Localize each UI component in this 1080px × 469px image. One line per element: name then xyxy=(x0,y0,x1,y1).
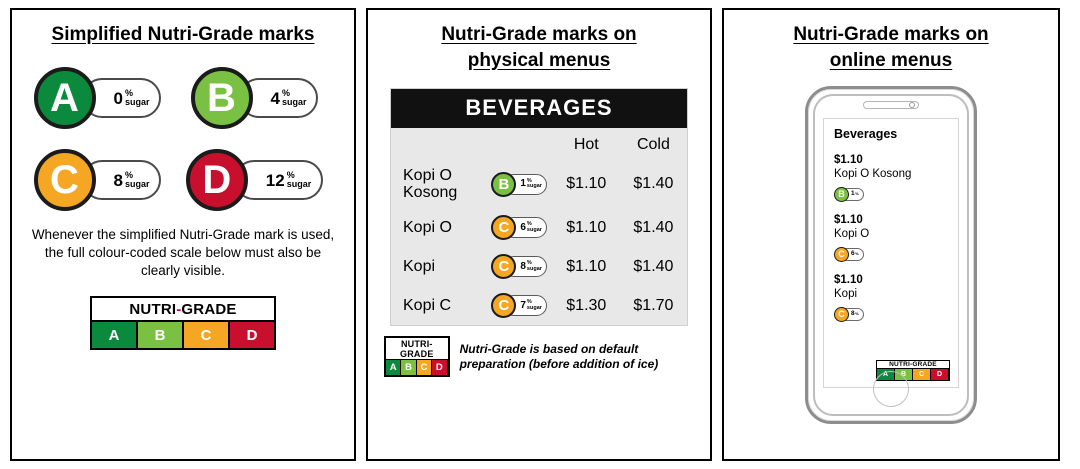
menu-header-row xyxy=(391,128,687,160)
physical-footnote-text: Nutri-Grade is based on default preparation (before addition of ice) xyxy=(459,341,659,371)
menu-price-hot: $1.10 xyxy=(566,218,607,236)
mini-grade-circle: C xyxy=(491,254,516,279)
panel-online-title xyxy=(724,10,1058,74)
nutri-grade-scale-full xyxy=(90,296,276,350)
nutri-grade-nano-badge xyxy=(834,307,864,322)
simplified-badge-grid xyxy=(12,66,354,212)
scale-label: NUTRI-GRADE xyxy=(889,361,937,368)
scale-cell-d: D xyxy=(230,322,274,348)
physical-footnote-row xyxy=(384,336,694,377)
sugar-value-d: 12 xyxy=(265,170,285,190)
list-item[interactable] xyxy=(834,213,948,262)
nutri-grade-nano-badge xyxy=(834,247,864,262)
panel-simplified-marks xyxy=(10,8,356,461)
grade-circle-b: B xyxy=(191,67,253,129)
menu-item-name: Kopi xyxy=(403,258,436,275)
scale-cell-d: D xyxy=(931,369,949,380)
nano-grade-circle: B xyxy=(834,187,849,202)
sugar-unit-a: % sugar xyxy=(124,88,150,107)
online-item-badge xyxy=(834,184,948,202)
online-item-name: Kopi O xyxy=(834,228,870,240)
online-menu-title: Beverages xyxy=(834,127,898,141)
grade-circle-a: A xyxy=(34,67,96,129)
online-item-price: $1.10 xyxy=(834,274,863,286)
mini-sugar-value: 6 xyxy=(520,221,526,233)
nutri-grade-mini-badge xyxy=(491,293,547,318)
home-button[interactable] xyxy=(873,371,909,407)
scale-cell-b: B xyxy=(138,322,184,348)
nano-sugar-value: 8 xyxy=(851,309,855,317)
scale-cells xyxy=(386,359,448,375)
table-row xyxy=(391,208,687,247)
menu-item-name: Kopi C xyxy=(403,297,452,314)
panel-simplified-title-text: Simplified Nutri-Grade marks xyxy=(51,24,315,45)
col-item xyxy=(391,128,491,160)
mini-sugar-unit: % sugar xyxy=(526,177,542,189)
scale-cell-a: A xyxy=(92,322,138,348)
online-item-price: $1.10 xyxy=(834,154,863,166)
nano-sugar-value: 6 xyxy=(851,249,855,257)
menu-item-mark xyxy=(491,247,552,286)
menu-header-beverages: BEVERAGES xyxy=(391,89,687,128)
scale-cells xyxy=(92,320,274,348)
menu-price-cold: $1.40 xyxy=(633,218,674,236)
online-item-price: $1.10 xyxy=(834,214,863,226)
nano-grade-circle: C xyxy=(834,247,849,262)
sugar-value-b: 4 xyxy=(270,88,280,108)
nano-sugar-unit: % xyxy=(855,191,859,196)
scale-label: NUTRI-GRADE xyxy=(129,301,237,318)
phone-speaker xyxy=(863,101,919,109)
col-cold: Cold xyxy=(636,136,670,153)
panel-online-title-line1: Nutri-Grade marks on xyxy=(793,24,989,45)
menu-item-name: Kopi O Kosong xyxy=(403,167,458,201)
menu-price-hot: $1.30 xyxy=(566,296,607,314)
panel-physical-title-line1: Nutri-Grade marks on xyxy=(441,24,637,45)
mini-sugar-value: 8 xyxy=(520,260,526,272)
online-item-badge xyxy=(834,244,948,262)
nutri-grade-badge-d xyxy=(186,148,337,212)
menu-item-name: Kopi O xyxy=(403,219,452,236)
nano-grade-circle: C xyxy=(834,307,849,322)
phone-bezel xyxy=(813,94,969,416)
grade-circle-c: C xyxy=(34,149,96,211)
mini-grade-circle: C xyxy=(491,215,516,240)
table-row xyxy=(391,247,687,286)
table-row xyxy=(391,160,687,208)
grade-circle-d: D xyxy=(186,149,248,211)
sugar-unit-c: % sugar xyxy=(124,170,150,189)
scale-cell-c: C xyxy=(913,369,931,380)
nano-sugar-value: 1 xyxy=(851,189,855,197)
mini-sugar-value: 7 xyxy=(520,299,526,311)
nutri-grade-badge-b xyxy=(191,66,333,130)
col-mark xyxy=(491,128,552,160)
scale-cell-a: A xyxy=(386,360,401,375)
panel-online-menus xyxy=(722,8,1060,461)
simplified-note: Whenever the simplified Nutri-Grade mark is used, the full colour-coded scale below must also be clearly visible. xyxy=(31,227,335,278)
table-row xyxy=(391,286,687,325)
scale-cell-d: D xyxy=(432,360,447,375)
menu-price-cold: $1.70 xyxy=(633,296,674,314)
nutri-grade-scale-small xyxy=(384,336,450,377)
menu-item-mark xyxy=(491,208,552,247)
list-item[interactable] xyxy=(834,273,948,322)
mini-sugar-unit: % sugar xyxy=(526,260,542,272)
panel-physical-menus xyxy=(366,8,712,461)
scale-cell-b: B xyxy=(895,369,913,380)
scale-cell-c: C xyxy=(417,360,432,375)
panel-physical-title-line2: physical menus xyxy=(467,50,611,71)
sugar-unit-d: % sugar xyxy=(286,170,312,189)
online-item-badge xyxy=(834,304,948,322)
mini-grade-circle: B xyxy=(491,172,516,197)
mini-grade-circle: C xyxy=(491,293,516,318)
scale-cell-a: A xyxy=(877,369,895,380)
menu-price-cold: $1.40 xyxy=(633,257,674,275)
list-item[interactable] xyxy=(834,153,948,202)
menu-item-mark xyxy=(491,160,552,208)
scale-cell-c: C xyxy=(184,322,230,348)
menu-price-hot: $1.10 xyxy=(566,257,607,275)
col-hot: Hot xyxy=(573,136,599,153)
nutri-grade-mini-badge xyxy=(491,172,547,197)
mini-sugar-unit: % sugar xyxy=(526,299,542,311)
scale-cell-b: B xyxy=(401,360,416,375)
phone-device xyxy=(805,86,977,424)
sugar-value-c: 8 xyxy=(113,170,123,190)
nutri-grade-nano-badge xyxy=(834,187,864,202)
menu-item-mark xyxy=(491,286,552,325)
nano-sugar-unit: % xyxy=(855,251,859,256)
panel-simplified-title xyxy=(12,10,354,48)
menu-price-hot: $1.10 xyxy=(566,175,607,192)
camera-icon xyxy=(909,102,915,108)
menu-price-cold: $1.40 xyxy=(633,175,674,192)
mini-sugar-value: 1 xyxy=(520,178,526,189)
phone-screen xyxy=(823,118,959,388)
panel-online-title-line2: online menus xyxy=(829,50,953,71)
physical-menu-card xyxy=(390,88,688,326)
menu-table xyxy=(391,128,687,325)
nutri-grade-mini-badge xyxy=(491,215,547,240)
nutri-grade-badge-a xyxy=(34,66,176,130)
sugar-value-a: 0 xyxy=(113,88,123,108)
panel-physical-title xyxy=(368,10,710,74)
mini-sugar-unit: % sugar xyxy=(526,221,542,233)
nano-sugar-unit: % xyxy=(855,311,859,316)
sugar-unit-b: % sugar xyxy=(281,88,307,107)
nutri-grade-mini-badge xyxy=(491,254,547,279)
scale-label: NUTRI-GRADE xyxy=(400,339,434,359)
online-item-name: Kopi xyxy=(834,288,858,300)
nutri-grade-badge-c xyxy=(34,148,176,212)
phone-illustration-wrap xyxy=(724,86,1058,424)
online-item-name: Kopi O Kosong xyxy=(834,168,912,180)
